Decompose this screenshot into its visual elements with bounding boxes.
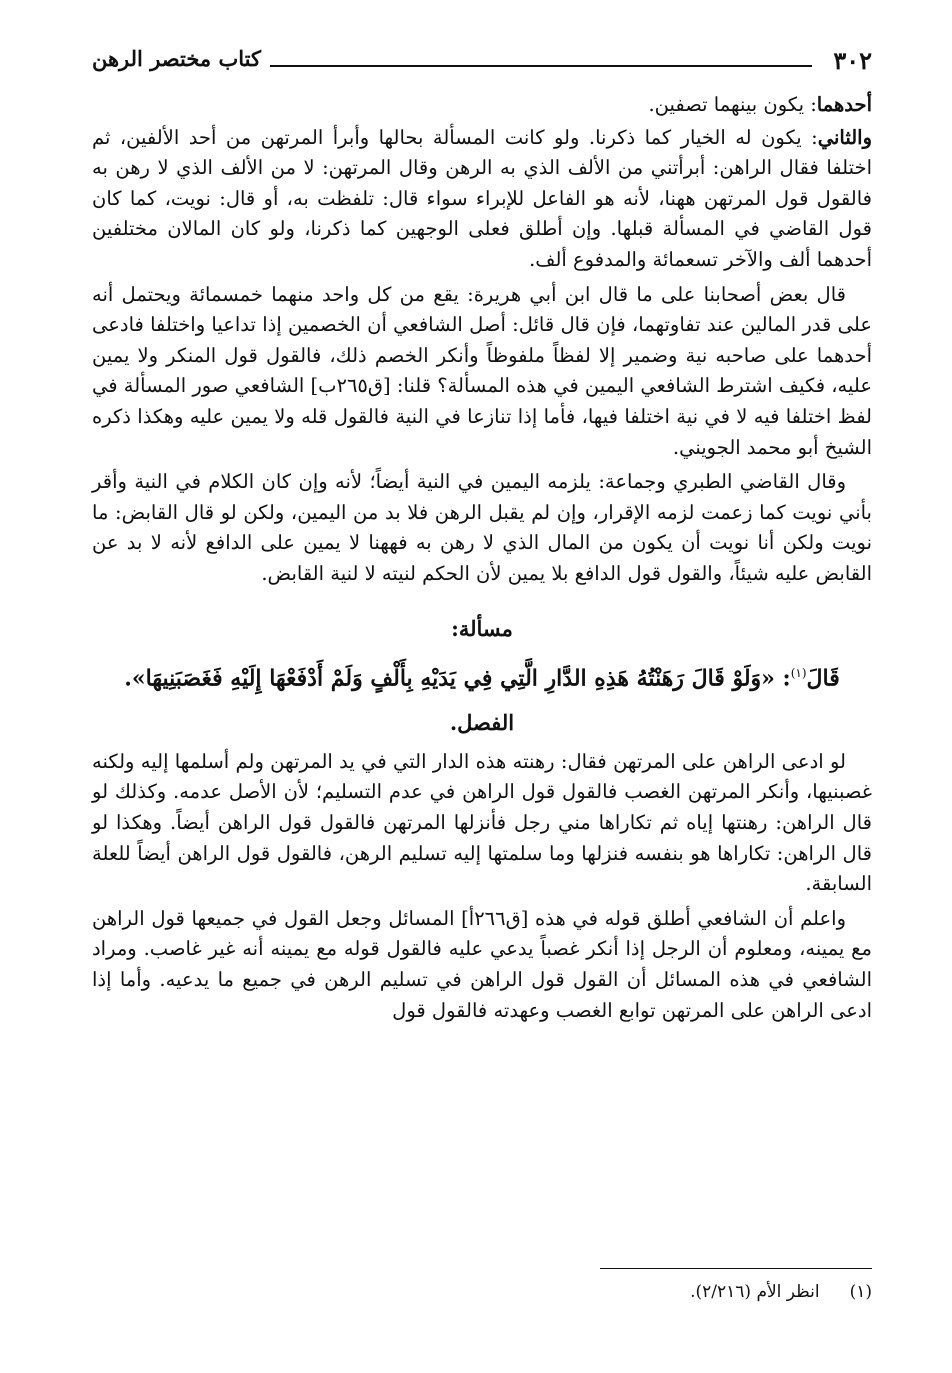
section-heading: مسألة: [451, 615, 513, 641]
matn-quote [92, 655, 872, 696]
page-number: ٣٠٢ [833, 46, 872, 75]
quote-text: : «وَلَوْ قَالَ رَهَنْتُهُ هَذِهِ الدَّارِ الَّتِي فِي يَدَيْهِ بِأَلْفٍ وَلَمْ أَدْفَعْهَا إِلَيْهِ فَغَصَبَنِيهَا». [124, 664, 791, 691]
paragraph-text: : يكون بينهما تصفين. [648, 93, 817, 116]
page-body [92, 90, 872, 1030]
paragraph-second-opinion [92, 123, 872, 276]
paragraph: لو ادعى الراهن على المرتهن فقال: رهنته هذه الدار التي في يد المرتهن ولم أسلمها إليه ولكنه غصبنيها، وأنكر المرتهن الغصب فالقول قول الراهن في عدم التسليم؛ لأن الأصل عدمه. وكذلك لو قال الراهن: رهنتها إياه ثم تكاراها مني رجل فأنزلها المرتهن فالقول قول الراهن أيضاً. وهكذا لو قال الراهن: تكاراها هو بنفسه فنزلها وما سلمتها إليه تسليم الرهن، فالقول قول الراهن أيضاً للعلة السابقة. [92, 749, 872, 896]
running-title: كتاب مختصر الرهن [92, 46, 261, 71]
footnote-number: (١) [849, 1282, 872, 1302]
paragraph: وقال القاضي الطبري وجماعة: يلزمه اليمين في النية أيضاً؛ لأنه وإن كان الكلام في النية وأقر بأني نويت كما زعمت لزمه الإقرار، وإن لم يقبل الرهن فلا بد من اليمين، ولكن لو قال القابض: ما نويت ولكن أنا نويت أن يكون من المال الذي لا رهن به فههنا لا يمين على الدافع لأنه لا بد عن القابض عليه شيئاً، والقول قول الدافع بلا يمين لأن الحكم لنيته لا لنية القابض. [92, 470, 872, 585]
quote-lead: قَالَ [806, 664, 840, 691]
footnote-rule [600, 1268, 872, 1269]
paragraph: قال بعض أصحابنا على ما قال ابن أبي هريرة: يقع من كل واحد منهما خمسمائة ويحتمل أنه على قدر المالين عند تفاوتهما، فإن قال قائل: أصل الشافعي أن الخصمين إذا تداعيا واختلفا فادعى أحدهما على صاحبه نية وضمير إلا لفظاً ملفوظاً وأنكر الخصم ذلك، فالقول قول المنكر ولا يمين عليه، فكيف اشترط الشافعي اليمين في هذه المسألة؟ قلنا: [ق٢٦٥ب] الشافعي صور المسألة في لفظ اختلفا فيه لا في نية اختلفا فيها، فأما إذا تنازعا في النية فالقول قله ولا يمين عليه وهكذا ذكره الشيخ أبو محمد الجويني. [92, 282, 872, 459]
paragraph-lead: والثاني [817, 125, 872, 149]
header-rule [270, 65, 812, 67]
paragraph: واعلم أن الشافعي أطلق قوله في هذه [ق٢٦٦أ] المسائل وجعل القول في جميعها قول الراهن مع يمينه، ومعلوم أن الرجل إذا أنكر غصباً يدعي عليه فالقول قوله مع يمينه أنه غير غاصب. ومراد الشافعي في هذه المسائل أن القول قول الراهن في تسليم الرهن في جميع ما يدعيه. وأما إذا ادعى الراهن على المرتهن توابع الغصب وعهدته فالقول قول [92, 906, 872, 1022]
footnote-reference[interactable]: (١) [790, 665, 807, 680]
footnote [690, 1282, 872, 1302]
footnote-text: انظر الأم (٢/٢١٦). [690, 1282, 820, 1302]
paragraph-text: : يكون له الخيار كما ذكرنا. ولو كانت المسألة بحالها وأبرأ المرتهن من أحد الألفين، ثم اختلفا فقال الراهن: أبرأتني من الألف الذي به الرهن وقال المرتهن: لا من الألف الذي لا رهن به فالقول قول المرتهن ههنا، لأنه هو الفاعل للإبراء سواء قال: تلفظت به، أو قال: نويت، كما كان قول القاضي في المسألة قبلها. وإن أطلق فعلى الوجهين كما ذكرنا، ولو كان المالان مختلفين أحدهما ألف والآخر تسعمائة والمدفوع ألف. [92, 125, 872, 271]
section-subheading: الفصل. [449, 709, 515, 735]
paragraph-lead: أحدهما [816, 93, 872, 116]
paragraph-first-opinion [92, 90, 872, 121]
page-header [92, 44, 872, 84]
